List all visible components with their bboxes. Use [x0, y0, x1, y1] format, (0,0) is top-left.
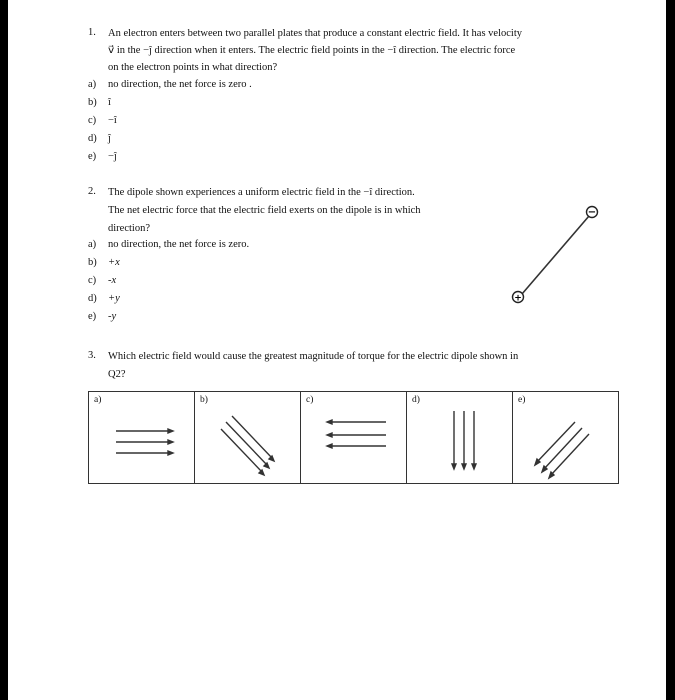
dipole-diagram	[498, 200, 618, 315]
q2-option-b: b) +x	[88, 257, 120, 268]
field-choice-a: a)	[89, 392, 195, 484]
field-choice-e: e)	[513, 392, 619, 484]
field-choice-b: b)	[195, 392, 301, 484]
q1-option-d: d) ĵ	[88, 133, 111, 144]
q2-option-a: a) no direction, the net force is zero.	[88, 239, 250, 250]
dipole-axis	[522, 216, 589, 294]
q1-line-1: An electron enters between two parallel plates that produce a constant electric field. It has velocity	[108, 28, 522, 39]
q3-line-2: Q2?	[108, 369, 126, 380]
q1-option-c: c) −î	[88, 115, 117, 126]
worksheet-page	[8, 0, 666, 700]
field-choices-table	[88, 391, 619, 484]
field-lines-horizontal-left	[301, 392, 406, 483]
q1-option-b: b) î	[88, 97, 111, 108]
svg-text:−: −	[587, 207, 597, 218]
q1-option-e: e) −ĵ	[88, 151, 117, 162]
negative-charge	[587, 207, 598, 219]
q2-line-1: The dipole shown experiences a uniform electric field in the −î direction.	[108, 187, 415, 198]
q2-line-2: The net electric force that the electric field exerts on the dipole is in which	[108, 205, 421, 216]
field-choice-d: d)	[407, 392, 513, 484]
field-choice-c: c)	[301, 392, 407, 484]
q1-option-a: a) no direction, the net force is zero .	[88, 79, 252, 90]
field-lines-vertical-down	[407, 392, 512, 483]
q2-option-e: e) -y	[88, 311, 117, 322]
q3-line-1: Which electric field would cause the greatest magnitude of torque for the electric dipole shown in	[108, 351, 519, 362]
field-lines-diagonal-down-left	[513, 392, 618, 483]
q2-option-d: d) +y	[88, 293, 120, 304]
q2-number: 2.	[88, 186, 96, 197]
field-lines-horizontal-right	[89, 392, 194, 483]
field-lines-diagonal-down-right	[195, 392, 300, 483]
q3-number: 3.	[88, 350, 96, 361]
q2-line-3: direction?	[108, 223, 150, 234]
positive-charge	[513, 292, 524, 304]
q1-line-3: on the electron points in what direction?	[108, 62, 278, 73]
q2-option-c: c) -x	[88, 275, 117, 286]
q1-line-2: v⃗ in the −ĵ direction when it enters. The electric field points in the −î direction. The electric force	[108, 45, 516, 56]
q1-number: 1.	[88, 27, 96, 38]
svg-text:+: +	[514, 293, 522, 304]
